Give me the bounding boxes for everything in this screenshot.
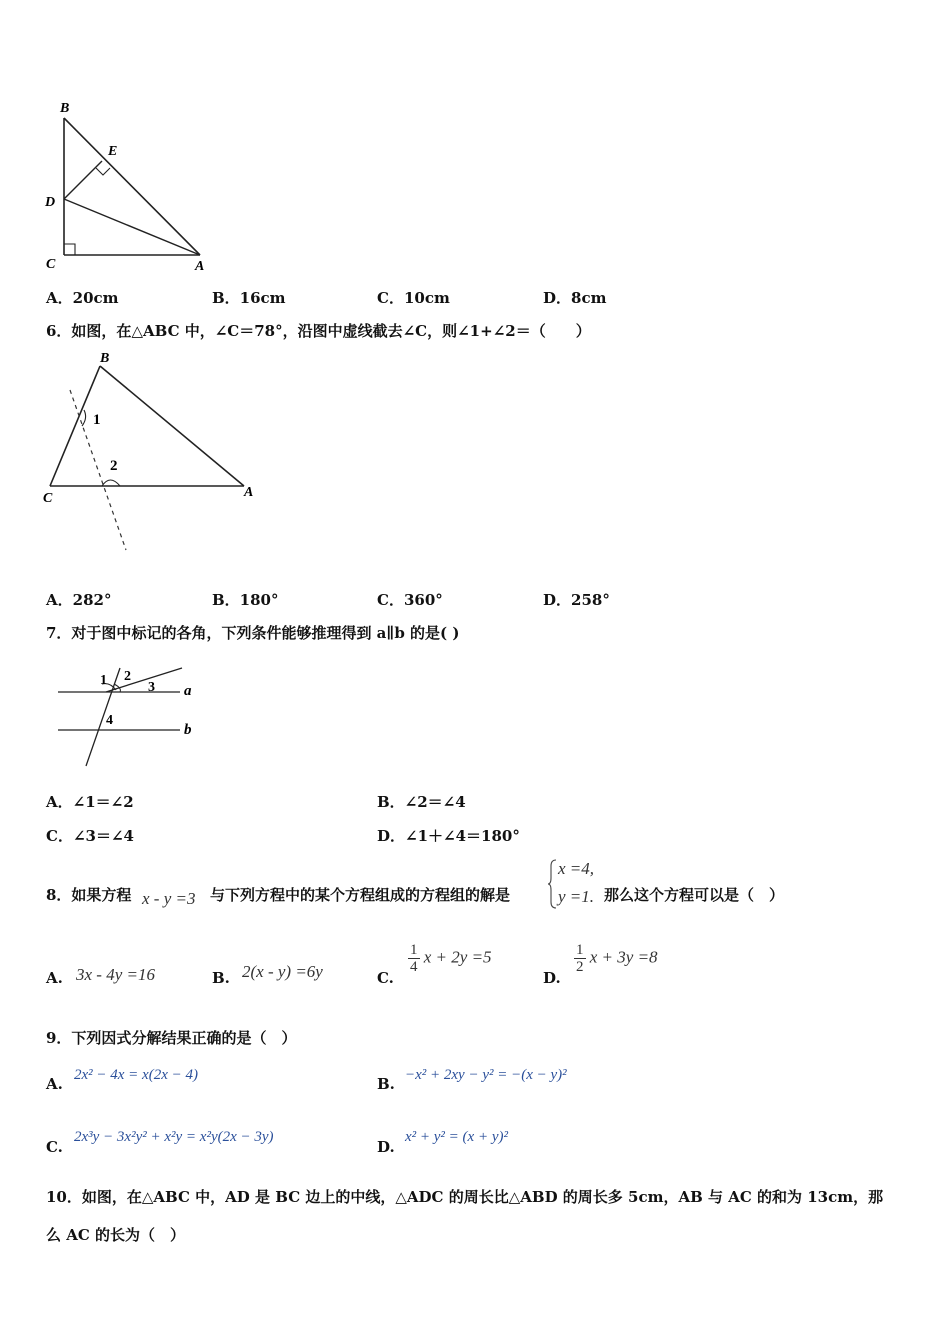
q8-c-numerator: 1 <box>410 942 418 958</box>
q7-option-a: A．∠1＝∠2 <box>46 793 134 811</box>
label-C: C <box>46 257 56 272</box>
label-E: E <box>108 144 118 159</box>
q8-d-denominator: 2 <box>576 959 584 975</box>
label-D: D <box>45 195 56 210</box>
q8-option-a: 3x - 4y =16 <box>76 965 155 984</box>
q8-c-denominator: 4 <box>410 959 418 975</box>
label-a: a <box>184 683 192 699</box>
q8-label-d: D. <box>543 969 561 987</box>
q5-option-c: C．10cm <box>377 289 450 307</box>
label-A: A <box>195 259 205 274</box>
q8-d-numerator: 1 <box>576 942 584 958</box>
q8-label-b: B. <box>212 969 230 987</box>
q10-stem-line2: 么 AC 的长为（ ） <box>46 1226 186 1244</box>
q9-option-b: −x² + 2xy − y² = −(x − y)² <box>405 1067 567 1083</box>
q8-system-line2: y =1. <box>558 887 595 906</box>
label-2: 2 <box>124 669 131 684</box>
label-4: 4 <box>106 713 113 728</box>
q8-equation: x - y =3 <box>142 889 196 908</box>
label-B: B <box>60 101 70 116</box>
q9-option-c: 2x³y − 3x²y² + x²y = x²y(2x − 3y) <box>74 1129 274 1145</box>
q10-stem-line1: 10．如图，在△ABC 中，AD 是 BC 边上的中线，△ADC 的周长比△ABD 的周长多 5cm，AB 与 AC 的和为 13cm，那 <box>46 1188 884 1206</box>
q8-stem-post: 那么这个方程可以是（ ） <box>604 886 785 904</box>
q6-stem: 6．如图，在△ABC 中，∠C＝78°，沿图中虚线截去∠C，则∠1+∠2＝（ ） <box>46 322 591 340</box>
label-B: B <box>100 351 110 366</box>
q6-option-d: D．258° <box>543 591 610 609</box>
q9-option-a: 2x² − 4x = x(2x − 4) <box>74 1067 198 1083</box>
label-angle-1: 1 <box>93 412 101 428</box>
q8-label-a: A. <box>46 969 63 987</box>
q6-option-b: B．180° <box>212 591 279 609</box>
q8-d-rest: x + 3y =8 <box>589 947 658 967</box>
q9-label-c: C. <box>46 1138 63 1156</box>
q9-option-d: x² + y² = (x + y)² <box>405 1129 508 1145</box>
q9-stem: 9．下列因式分解结果正确的是（ ） <box>46 1029 297 1047</box>
label-b: b <box>184 722 192 738</box>
q8-stem-pre: 8．如果方程 <box>46 886 132 904</box>
label-C: C <box>43 491 53 506</box>
q8-system-brace <box>548 858 558 910</box>
q9-label-d: D. <box>377 1138 395 1156</box>
q8-label-c: C. <box>377 969 394 987</box>
q5-option-d: D．8cm <box>543 289 607 307</box>
q7-stem: 7．对于图中标记的各角，下列条件能够推理得到 a∥b 的是( ) <box>46 624 460 642</box>
q8-option-b: 2(x - y) =6y <box>242 962 323 981</box>
label-1: 1 <box>100 673 107 688</box>
q9-label-b: B. <box>377 1075 395 1093</box>
q7-option-c: C．∠3＝∠4 <box>46 827 134 845</box>
q6-option-c: C．360° <box>377 591 443 609</box>
figure-q6-triangle <box>40 346 270 556</box>
q8-system-line1: x =4, <box>558 859 595 878</box>
q8-c-rest: x + 2y =5 <box>423 947 492 967</box>
label-3: 3 <box>148 680 155 695</box>
q8-option-d <box>574 942 658 975</box>
q8-stem-mid: 与下列方程中的某个方程组成的方程组的解是 <box>210 886 511 904</box>
figure-q7-parallel-lines <box>50 660 210 772</box>
figure-q5-triangle <box>40 98 220 276</box>
label-A: A <box>244 485 254 500</box>
q7-option-d: D．∠1＋∠4＝180° <box>377 827 520 845</box>
q7-option-b: B．∠2＝∠4 <box>377 793 466 811</box>
q9-label-a: A. <box>46 1075 63 1093</box>
q5-option-a: A．20cm <box>46 289 119 307</box>
label-angle-2: 2 <box>110 458 118 474</box>
q6-option-a: A．282° <box>46 591 112 609</box>
q5-option-b: B．16cm <box>212 289 286 307</box>
q8-option-c <box>408 942 492 975</box>
